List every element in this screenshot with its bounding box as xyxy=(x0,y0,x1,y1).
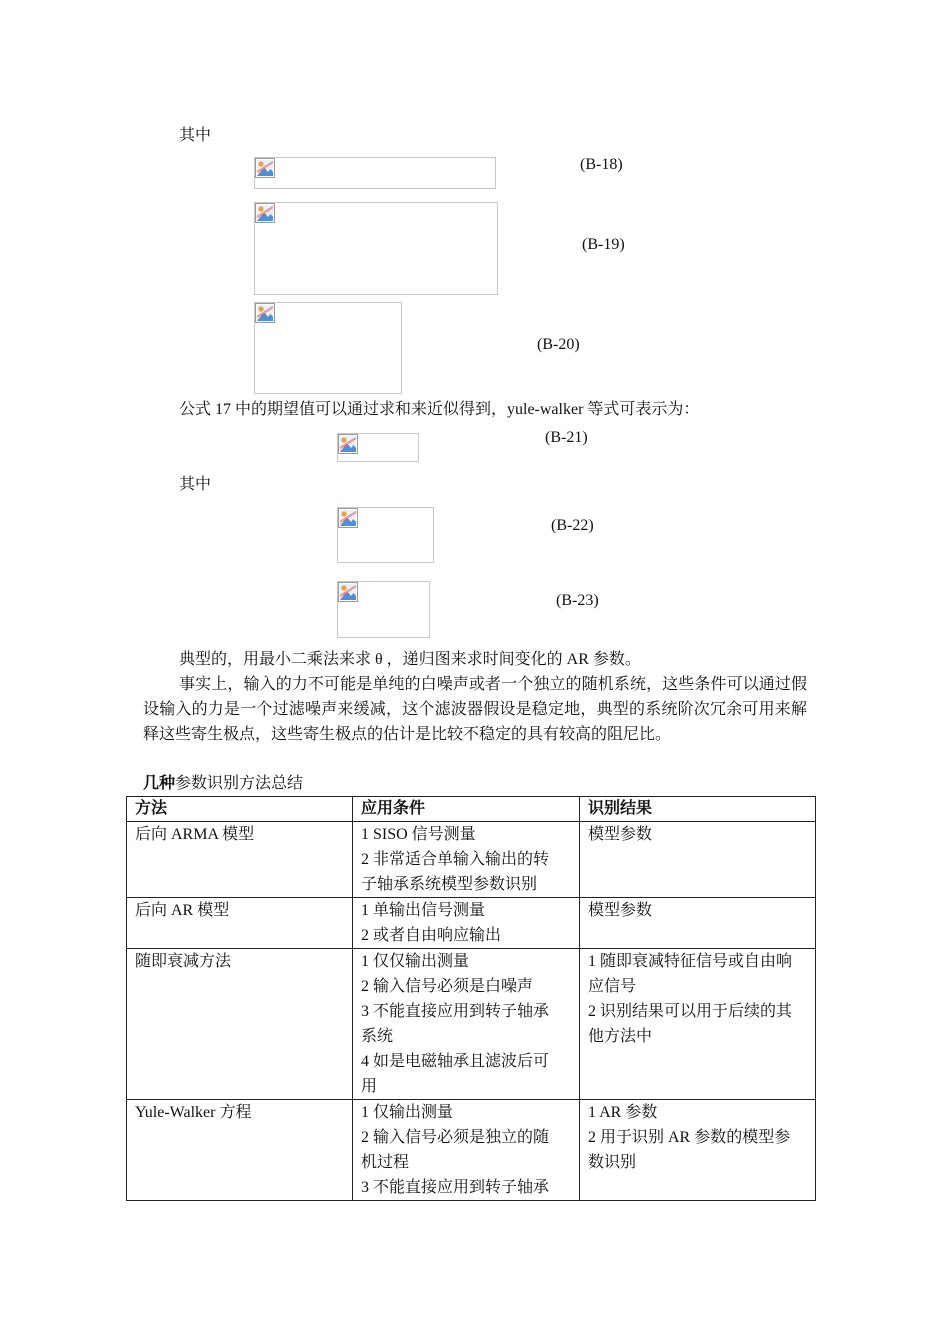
cell-line: 2 输入信号必须是独立的随 xyxy=(361,1129,550,1146)
cell-line: 1 仅仅输出测量 xyxy=(361,953,470,970)
cell-line: 2 或者自由响应输出 xyxy=(361,927,502,944)
equation-image-b19 xyxy=(254,202,498,295)
paragraph-least-squares xyxy=(143,647,807,672)
cell-line: 系统 xyxy=(361,1028,394,1045)
table-header-row xyxy=(127,797,816,822)
broken-image-icon xyxy=(255,203,275,223)
heading-qizhong-2: 其中 xyxy=(179,476,212,493)
header-results: 识别结果 xyxy=(580,797,816,822)
cell-line: 1 SISO 信号测量 xyxy=(361,826,476,843)
yule-walker-sentence: 公式 17 中的期望值可以通过求和来近似得到，yule-walker 等式可表示为： xyxy=(179,401,700,418)
cell-results xyxy=(580,949,816,1100)
equation-number-b22: (B-22) xyxy=(551,517,594,534)
paragraph-least-squares-text: 典型的，用最小二乘法来求 θ ，递归图来求时间变化的 AR 参数。 xyxy=(179,651,641,668)
cell-line: 他方法中 xyxy=(588,1028,653,1045)
cell-method xyxy=(127,898,353,949)
cell-conditions xyxy=(353,949,580,1100)
cell-results xyxy=(580,1100,816,1201)
equation-number-b19: (B-19) xyxy=(582,236,625,253)
cell-line: 2 非常适合单输入输出的转 xyxy=(361,851,550,868)
header-conditions: 应用条件 xyxy=(353,797,580,822)
cell-results xyxy=(580,898,816,949)
broken-image-icon xyxy=(255,158,275,178)
cell-line: 2 用于识别 AR 参数的模型参 xyxy=(588,1129,791,1146)
table-caption xyxy=(143,774,303,794)
table-caption-bold: 几种 xyxy=(143,775,176,792)
cell-results xyxy=(580,822,816,898)
cell-line: 子轴承系统模型参数识别 xyxy=(361,876,538,893)
broken-image-icon xyxy=(338,434,358,454)
cell-conditions xyxy=(353,898,580,949)
equation-image-b20 xyxy=(254,302,402,394)
cell-line: 2 识别结果可以用于后续的其 xyxy=(588,1003,793,1020)
cell-method xyxy=(127,949,353,1100)
table-row xyxy=(127,898,816,949)
broken-image-icon xyxy=(255,303,275,323)
paragraph-input-force xyxy=(143,672,807,747)
equation-number-b20: (B-20) xyxy=(537,336,580,353)
broken-image-icon xyxy=(338,508,358,528)
cell-line: 机过程 xyxy=(361,1154,410,1171)
cell-line: 应信号 xyxy=(588,978,637,995)
cell-line: 3 不能直接应用到转子轴承 xyxy=(361,1179,550,1196)
table-caption-rest: 参数识别方法总结 xyxy=(175,775,304,792)
equation-image-b21 xyxy=(337,433,419,462)
cell-line: 4 如是电磁轴承且滤波后可 xyxy=(361,1053,550,1070)
cell-method xyxy=(127,822,353,898)
table-row xyxy=(127,1100,816,1201)
cell-line: 1 AR 参数 xyxy=(588,1104,658,1121)
heading-qizhong-1: 其中 xyxy=(179,127,212,144)
equation-number-b21: (B-21) xyxy=(545,429,588,446)
method-summary-table xyxy=(126,796,816,1201)
cell-line: 后向 AR 模型 xyxy=(135,902,230,919)
cell-line: 模型参数 xyxy=(588,826,653,843)
cell-line: 1 随即衰减特征信号或自由响 xyxy=(588,953,793,970)
cell-line: 3 不能直接应用到转子轴承 xyxy=(361,1003,550,1020)
equation-image-b18 xyxy=(254,157,496,189)
cell-conditions xyxy=(353,822,580,898)
equation-image-b22 xyxy=(337,507,434,563)
cell-method xyxy=(127,1100,353,1201)
cell-line: 2 输入信号必须是白噪声 xyxy=(361,978,534,995)
equation-number-b18: (B-18) xyxy=(580,156,623,173)
cell-conditions xyxy=(353,1100,580,1201)
equation-number-b23: (B-23) xyxy=(556,592,599,609)
table-row xyxy=(127,822,816,898)
header-method: 方法 xyxy=(127,797,353,822)
cell-line: Yule-Walker 方程 xyxy=(135,1104,252,1121)
broken-image-icon xyxy=(338,582,358,602)
cell-line: 1 单输出信号测量 xyxy=(361,902,486,919)
cell-line: 随即衰减方法 xyxy=(135,953,232,970)
cell-line: 用 xyxy=(361,1078,378,1095)
cell-line: 数识别 xyxy=(588,1154,637,1171)
cell-line: 1 仅输出测量 xyxy=(361,1104,454,1121)
cell-line: 模型参数 xyxy=(588,902,653,919)
table-row xyxy=(127,949,816,1100)
equation-image-b23 xyxy=(337,581,430,638)
cell-line: 后向 ARMA 模型 xyxy=(135,826,255,843)
paragraph-input-force-text: 事实上，输入的力不可能是单纯的白噪声或者一个独立的随机系统，这些条件可以通过假设输入的力是一个过滤噪声来缓减，这个滤波器假设是稳定地，典型的系统阶次冗余可用来解释这些寄生极点，这些寄生极点的估计是比较不稳定的具有较高的阻尼比。 xyxy=(143,676,807,743)
